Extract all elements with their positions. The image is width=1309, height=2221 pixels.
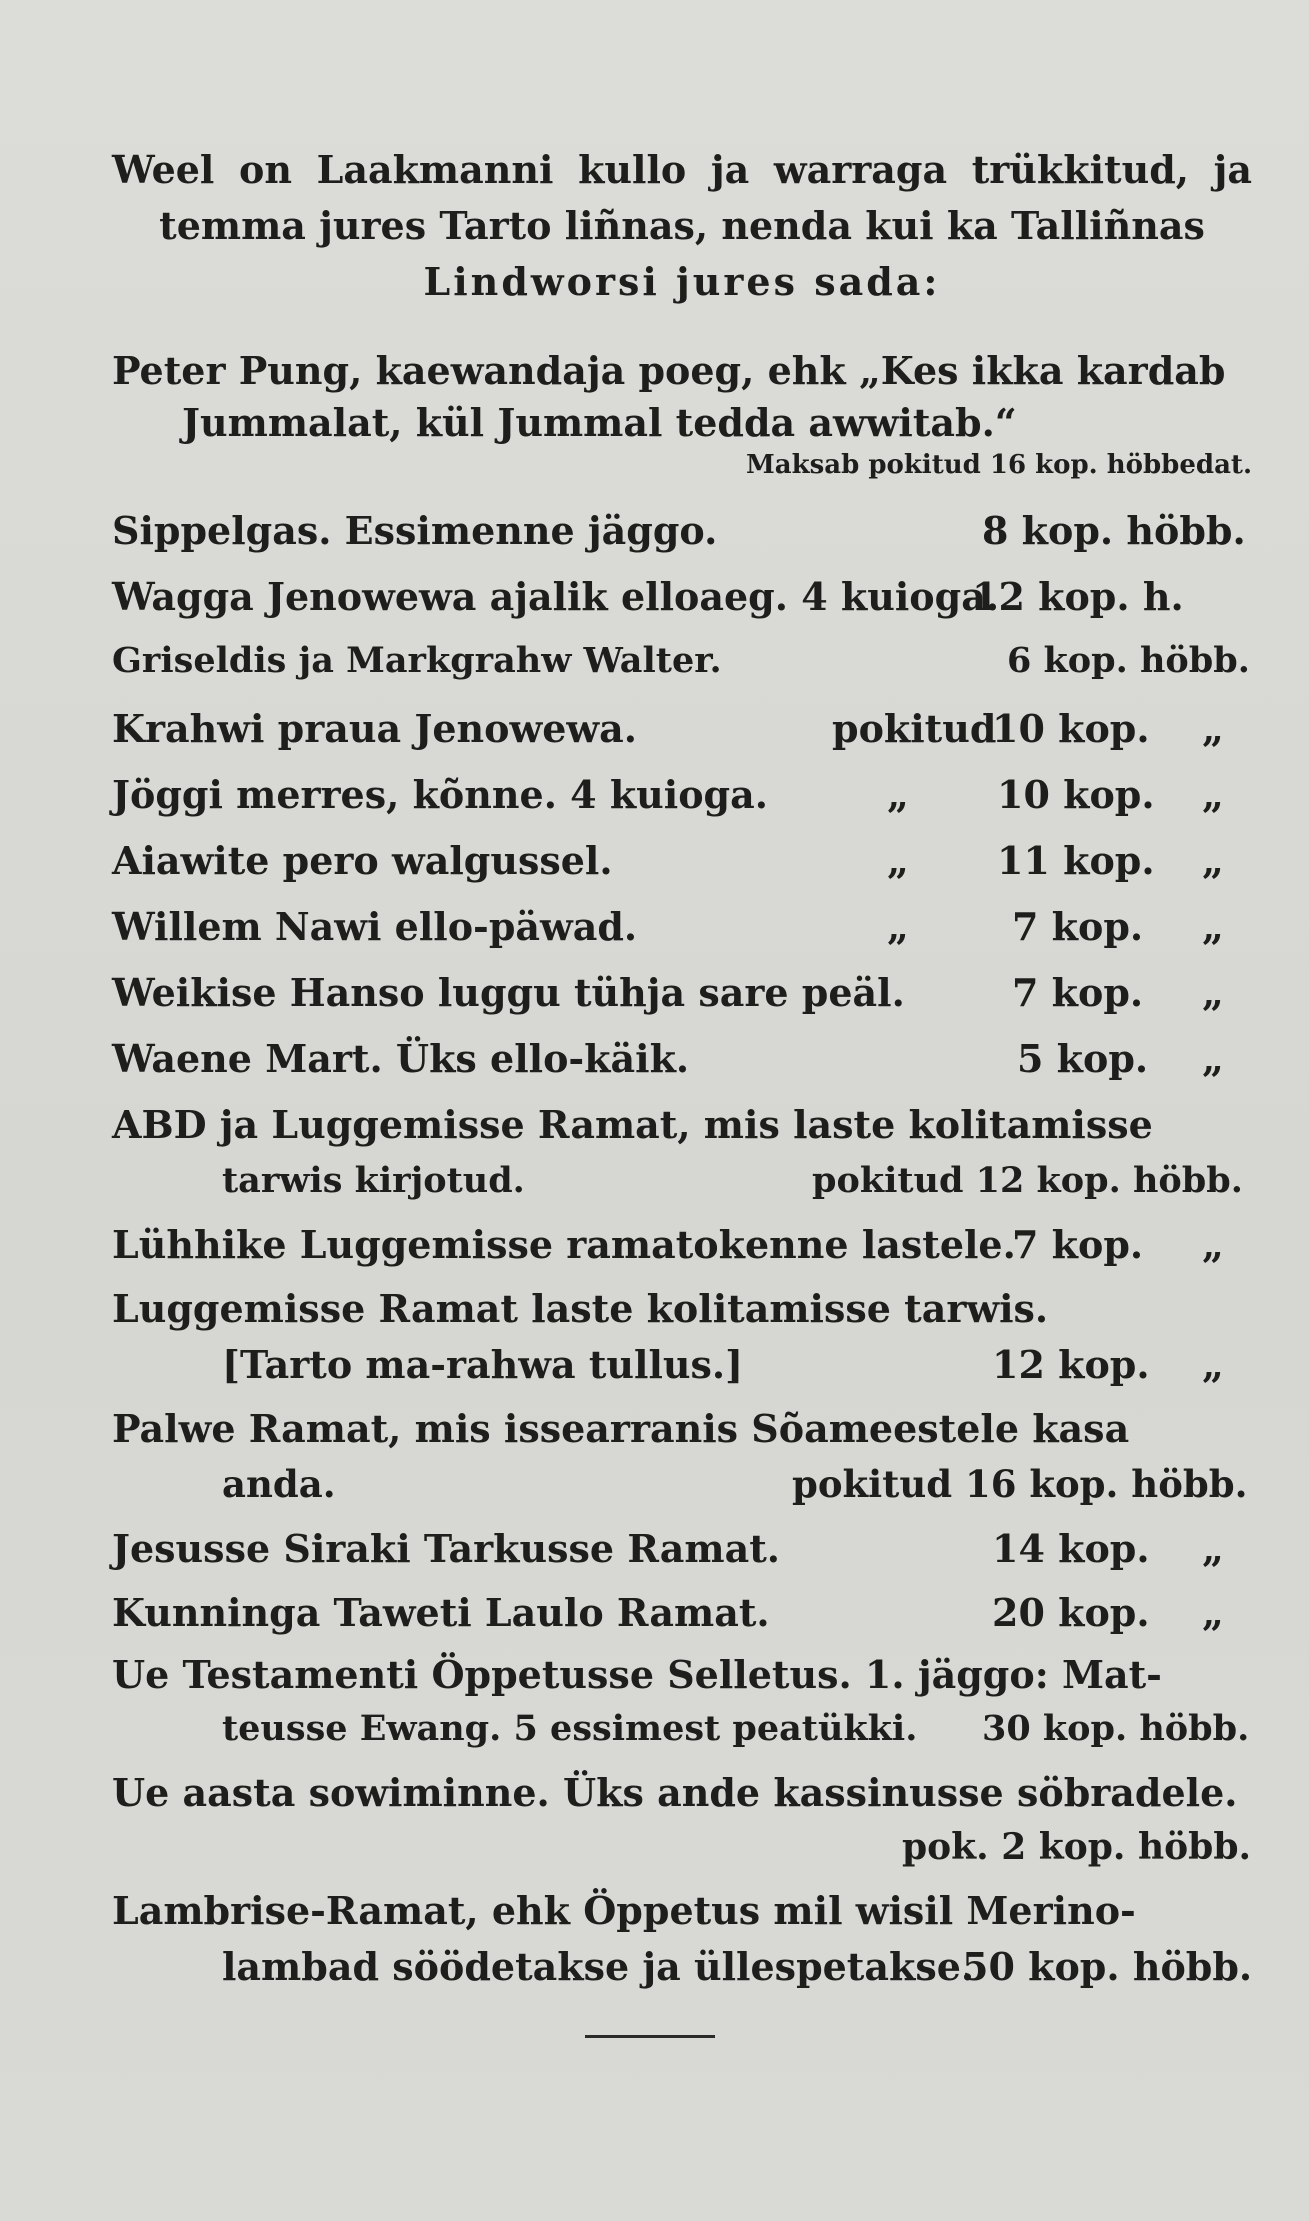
book-title: Ue aasta sowiminne. Üks ande kassinusse söbradele. (112, 1770, 1238, 1815)
book-title-continued: lambad söödetakse ja üllespetakse. (222, 1944, 975, 1989)
book-title: Lambrise-Ramat, ehk Öppetus mil wisil Merino- (112, 1888, 1136, 1933)
book-title: Sippelgas. Essimenne jäggo. (112, 508, 718, 553)
ditto-mark: „ (1202, 706, 1224, 751)
book-price: 5 kop. (1017, 1036, 1149, 1081)
book-title: Weikise Hanso luggu tühja sare peäl. (112, 970, 905, 1015)
book-price: pok. 2 kop. höbb. (902, 1826, 1252, 1868)
book-price: 12 kop. h. (972, 574, 1184, 619)
book-price: 50 kop. höbb. (962, 1944, 1253, 1989)
book-price: 7 kop. (1012, 970, 1144, 1015)
ditto-mark: „ (1202, 970, 1224, 1015)
book-price: 12 kop. (992, 1342, 1150, 1387)
book-title-continued: [Tarto ma-rahwa tullus.] (222, 1342, 744, 1387)
book-title: Kunninga Taweti Laulo Ramat. (112, 1590, 770, 1635)
book-title: ABD ja Luggemisse Ramat, mis laste kolitamisse (112, 1102, 1153, 1147)
price-prefix: „ (887, 772, 909, 817)
book-price: 11 kop. (997, 838, 1155, 883)
closing-rule (585, 2035, 715, 2038)
book-title: Jöggi merres, kõnne. 4 kuioga. (112, 772, 768, 817)
price-prefix: „ (887, 838, 909, 883)
book-title: Ue Testamenti Öppetusse Selletus. 1. jäggo: Mat- (112, 1652, 1162, 1697)
book-title: Jesusse Siraki Tarkusse Ramat. (112, 1526, 781, 1571)
book-price: 7 kop. (1012, 1222, 1144, 1267)
intro-line-3: Lindworsi jures sada: (423, 259, 941, 304)
book-title-continued: tarwis kirjotud. (222, 1160, 525, 1201)
book-price: 8 kop. höbb. (982, 508, 1246, 553)
ditto-mark: „ (1202, 838, 1224, 883)
book-price: 10 kop. (992, 706, 1150, 751)
book-title: Aiawite pero walgussel. (112, 838, 613, 883)
book-price: 6 kop. höbb. (1007, 640, 1250, 681)
book-price: 30 kop. höbb. (982, 1708, 1250, 1749)
price-prefix: „ (887, 904, 909, 949)
book-price: 20 kop. (992, 1590, 1150, 1635)
book-title: Palwe Ramat, mis issearranis Sõameestele kasa (112, 1406, 1130, 1451)
price-prefix: pokitud (832, 706, 997, 751)
book-title-continued: teusse Ewang. 5 essimest peatükki. (222, 1708, 918, 1749)
book-price: 14 kop. (992, 1526, 1150, 1571)
book-price: 7 kop. (1012, 904, 1144, 949)
book-title: Krahwi praua Jenowewa. (112, 706, 637, 751)
book-price: pokitud 16 kop. höbb. (792, 1462, 1248, 1506)
book-price: pokitud 12 kop. höbb. (812, 1160, 1243, 1201)
book-price: 10 kop. (997, 772, 1155, 817)
ditto-mark: „ (1202, 1342, 1224, 1387)
ditto-mark: „ (1202, 1526, 1224, 1571)
publisher-intro (112, 142, 1252, 310)
price-note-row (112, 450, 1252, 484)
book-title-continued: anda. (222, 1462, 336, 1506)
price-note: Maksab pokitud 16 kop. höbbedat. (745, 450, 1252, 480)
ditto-mark: „ (1202, 1036, 1224, 1081)
book-title: Peter Pung, kaewandaja poeg, ehk „Kes ikka kardab (112, 348, 1226, 393)
book-title: Griseldis ja Markgrahw Walter. (112, 640, 722, 681)
intro-line-1: Weel on Laakmanni kullo ja warraga trükkitud, ja (112, 147, 1252, 192)
ditto-mark: „ (1202, 1222, 1224, 1267)
ditto-mark: „ (1202, 772, 1224, 817)
ditto-mark: „ (1202, 1590, 1224, 1635)
book-title-continued: Jummalat, kül Jummal tedda awwitab.“ (182, 400, 1017, 445)
ditto-mark: „ (1202, 904, 1224, 949)
book-title: Wagga Jenowewa ajalik elloaeg. 4 kuioga. (112, 574, 1000, 619)
book-title: Luggemisse Ramat laste kolitamisse tarwis. (112, 1286, 1049, 1331)
book-title: Waene Mart. Üks ello-käik. (112, 1036, 690, 1081)
intro-line-2: temma jures Tarto liñnas, nenda kui ka Talliñnas (159, 203, 1205, 248)
book-title: Willem Nawi ello-päwad. (112, 904, 638, 949)
book-title: Lühhike Luggemisse ramatokenne lastele. (112, 1222, 1016, 1267)
